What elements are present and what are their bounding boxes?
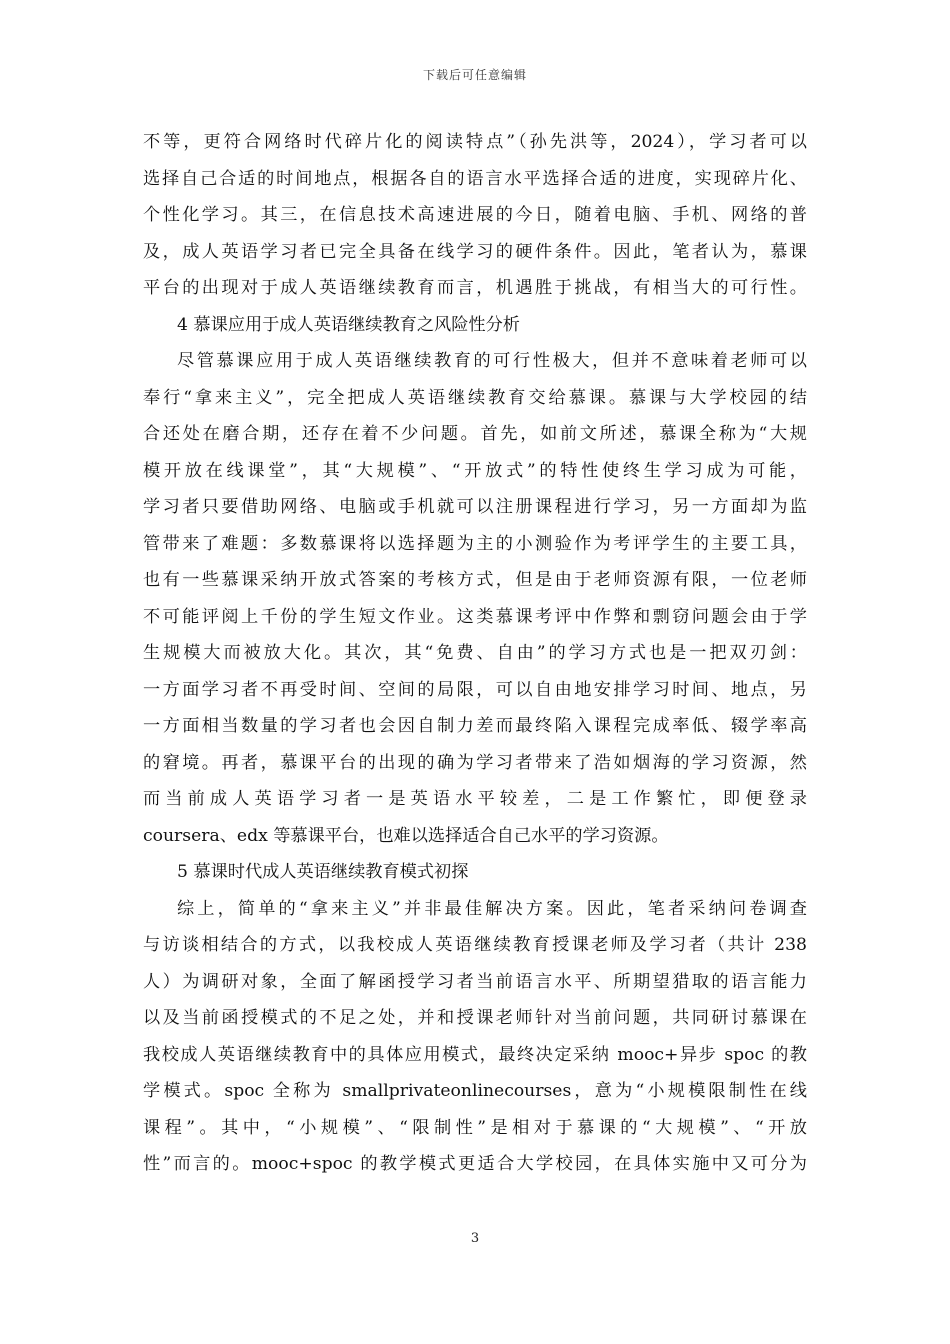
text-line: 不等，更符合网络时代碎片化的阅读特点”（孙先洪等，2024），学习者可以: [143, 132, 807, 152]
text-line: 生规模大而被放大化。其次，其“免费、自由”的学习方式也是一把双刃剑：: [143, 643, 807, 663]
section-heading-4: 4 慕课应用于成人英语继续教育之风险性分析: [177, 314, 520, 335]
text-line: 模开放在线课堂”，其“大规模”、“开放式”的特性使终生学习成为可能，: [143, 460, 807, 481]
text-line: 人）为调研对象，全面了解函授学习者当前语言水平、所期望猎取的语言能力: [143, 971, 807, 992]
text-line: 尽管慕课应用于成人英语继续教育的可行性极大，但并不意味着老师可以: [177, 351, 807, 371]
text-line: 与访谈相结合的方式，以我校成人英语继续教育授课老师及学习者（共计 238: [143, 935, 807, 955]
page-header: 下载后可任意编辑: [422, 68, 527, 82]
text-line: 我校成人英语继续教育中的具体应用模式，最终决定采纳 mooc+异步 spoc 的教: [143, 1044, 807, 1065]
text-line: 不可能评阅上千份的学生短文作业。这类慕课考评中作弊和剽窃问题会由于学: [143, 606, 807, 627]
text-line: 课程”。其中，“小规模”、“限制性”是相对于慕课的“大规模”、“开放: [143, 1117, 807, 1138]
document-body: [143, 124, 807, 1183]
text-line: 及，成人英语学习者已完全具备在线学习的硬件条件。因此，笔者认为，慕课: [143, 241, 807, 262]
text-line: 个性化学习。其三，在信息技术高速进展的今日，随着电脑、手机、网络的普: [143, 205, 807, 225]
text-line: 性”而言的。mooc+spoc 的教学模式更适合大学校园，在具体实施中又可分为: [143, 1154, 807, 1174]
text-line: 选择自己合适的时间地点，根据各自的语言水平选择合适的进度，实现碎片化、: [143, 168, 807, 189]
text-line: 一方面学习者不再受时间、空间的局限，可以自由地安排学习时间、地点，另: [143, 679, 807, 700]
text-line: 学习者只要借助网络、电脑或手机就可以注册课程进行学习，另一方面却为监: [143, 497, 807, 517]
text-line: 学模式。spoc 全称为 smallprivateonlinecourses，意为“小规模限制性在线: [143, 1081, 807, 1101]
text-line: 奉行“拿来主义”，完全把成人英语继续教育交给慕课。慕课与大学校园的结: [143, 387, 807, 408]
text-line: coursera、edx 等慕课平台，也难以选择适合自己水平的学习资源。: [143, 825, 669, 846]
text-line: 管带来了难题：多数慕课将以选择题为主的小测验作为考评学生的主要工具，: [143, 533, 807, 554]
page-number: 3: [470, 1231, 480, 1246]
text-line: 综上，简单的“拿来主义”并非最佳解决方案。因此，笔者采纳问卷调查: [177, 898, 807, 919]
text-line: 的窘境。再者，慕课平台的出现的确为学习者带来了浩如烟海的学习资源，然: [143, 752, 807, 773]
text-line: 合还处在磨合期，还存在着不少问题。首先，如前文所述，慕课全称为“大规: [143, 424, 807, 444]
text-line: 以及当前函授模式的不足之处，并和授课老师针对当前问题，共同研讨慕课在: [143, 1008, 807, 1028]
text-line: 也有一些慕课采纳开放式答案的考核方式，但是由于老师资源有限，一位老师: [143, 570, 807, 590]
text-line: 而当前成人英语学习者一是英语水平较差，二是工作繁忙，即便登录: [143, 789, 807, 809]
section-heading-5: 5 慕课时代成人英语继续教育模式初探: [177, 862, 469, 882]
text-line: 一方面相当数量的学习者也会因自制力差而最终陷入课程完成率低、辍学率高: [143, 716, 807, 736]
text-line: 平台的出现对于成人英语继续教育而言，机遇胜于挑战，有相当大的可行性。: [143, 278, 807, 298]
